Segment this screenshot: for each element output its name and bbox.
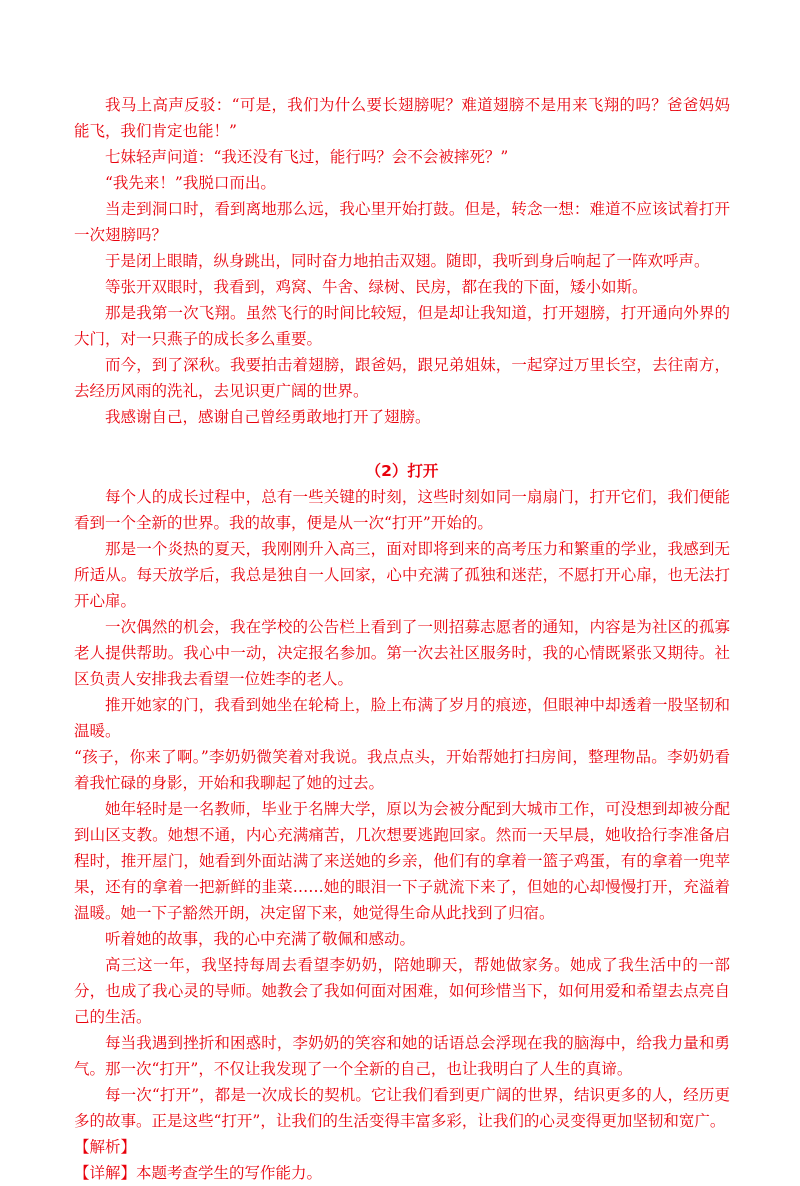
story1-paragraph: 于是闭上眼睛，纵身跳出，同时奋力地拍击双翅。随即，我听到身后响起了一阵欢呼声。	[105, 252, 710, 270]
story2-paragraph: 每一次“打开”，都是一次成长的契机。它让我们看到更广阔的世界，结识更多的人，经历更多的故事。正是这些“打开”，让我们的生活变得丰富多彩，让我们的心灵变得更加坚韧和宽广。	[74, 1086, 730, 1130]
story1-paragraph: 我马上高声反驳：“可是，我们为什么要长翅膀呢？难道翅膀不是用来飞翔的吗？爸爸妈妈能飞，我们肯定也能！”	[74, 96, 730, 140]
story1-paragraph: 那是我第一次飞翔。虽然飞行的时间比较短，但是却让我知道，打开翅膀，打开通向外界的大门，对一只燕子的成长多么重要。	[74, 304, 730, 348]
story2-paragraph: “孩子，你来了啊。”李奶奶微笑着对我说。我点点头，开始帮她打扫房间，整理物品。李奶奶看着我忙碌的身影，开始和我聊起了她的过去。	[74, 748, 730, 792]
story1-paragraph: 而今，到了深秋。我要拍击着翅膀，跟爸妈，跟兄弟姐妹，一起穿过万里长空，去往南方，去经历风雨的洗礼，去见识更广阔的世界。	[74, 356, 730, 400]
story1-paragraph: “我先来！”我脱口而出。	[105, 174, 276, 192]
story2-paragraph: 听着她的故事，我的心中充满了敬佩和感动。	[105, 930, 416, 948]
story1-paragraph: 七妹轻声问道：“我还没有飞过，能行吗？会不会被摔死？”	[105, 148, 509, 166]
section-spacer	[74, 430, 730, 458]
story2-paragraph: 高三这一年，我坚持每周去看望李奶奶，陪她聊天，帮她做家务。她成了我生活中的一部分，也成了我心灵的导师。她教会了我如何面对困难，如何珍惜当下，如何用爱和希望去点亮自己的生活。	[74, 956, 730, 1026]
story2-paragraph: 那是一个炎热的夏天，我刚刚升入高三，面对即将到来的高考压力和繁重的学业，我感到无所适从。每天放学后，我总是独自一人回家，心中充满了孤独和迷茫，不愿打开心扉，也无法打开心扉。	[74, 540, 730, 610]
story2-paragraph: 一次偶然的机会，我在学校的公告栏上看到了一则招募志愿者的通知，内容是为社区的孤寡老人提供帮助。我心中一动，决定报名参加。第一次去社区服务时，我的心情既紧张又期待。社区负责人安排我去看望一位姓李的老人。	[74, 618, 730, 688]
story1-paragraph: 我感谢自己，感谢自己曾经勇敢地打开了翅膀。	[105, 408, 431, 426]
story1-paragraph: 当走到洞口时，看到离地那么远，我心里开始打鼓。但是，转念一想：难道不应该试着打开一次翅膀吗？	[74, 200, 730, 244]
detail-text: 【详解】本题考查学生的写作能力。	[74, 1164, 323, 1182]
story2-title: （2）打开	[365, 462, 439, 480]
document-body	[74, 92, 730, 1186]
story2-paragraph: 每个人的成长过程中，总有一些关键的时刻，这些时刻如同一扇扇门，打开它们，我们便能看到一个全新的世界。我的故事，便是从一次“打开”开始的。	[74, 488, 730, 532]
story1-paragraph: 等张开双眼时，我看到，鸡窝、牛舍、绿树、民房，都在我的下面，矮小如斯。	[105, 278, 648, 296]
analysis-label: 【解析】	[74, 1138, 137, 1156]
story2-paragraph: 推开她家的门，我看到她坐在轮椅上，脸上布满了岁月的痕迹，但眼神中却透着一股坚韧和温暖。	[74, 696, 730, 740]
story2-paragraph: 每当我遇到挫折和困惑时，李奶奶的笑容和她的话语总会浮现在我的脑海中，给我力量和勇气。那一次“打开”，不仅让我发现了一个全新的自己，也让我明白了人生的真谛。	[74, 1034, 730, 1078]
story2-paragraph: 她年轻时是一名教师，毕业于名牌大学，原以为会被分配到大城市工作，可没想到却被分配到山区支教。她想不通，内心充满痛苦，几次想要逃跑回家。然而一天早晨，她收拾行李准备启程时，推开屋门，她看到外面站满了来送她的乡亲，他们有的拿着一篮子鸡蛋，有的拿着一兜苹果，还有的拿着一把新鲜的韭菜……她的眼泪一下子就流下来了，但她的心却慢慢打开，充溢着温暖。她一下子豁然开朗，决定留下来，她觉得生命从此找到了归宿。	[74, 800, 730, 922]
